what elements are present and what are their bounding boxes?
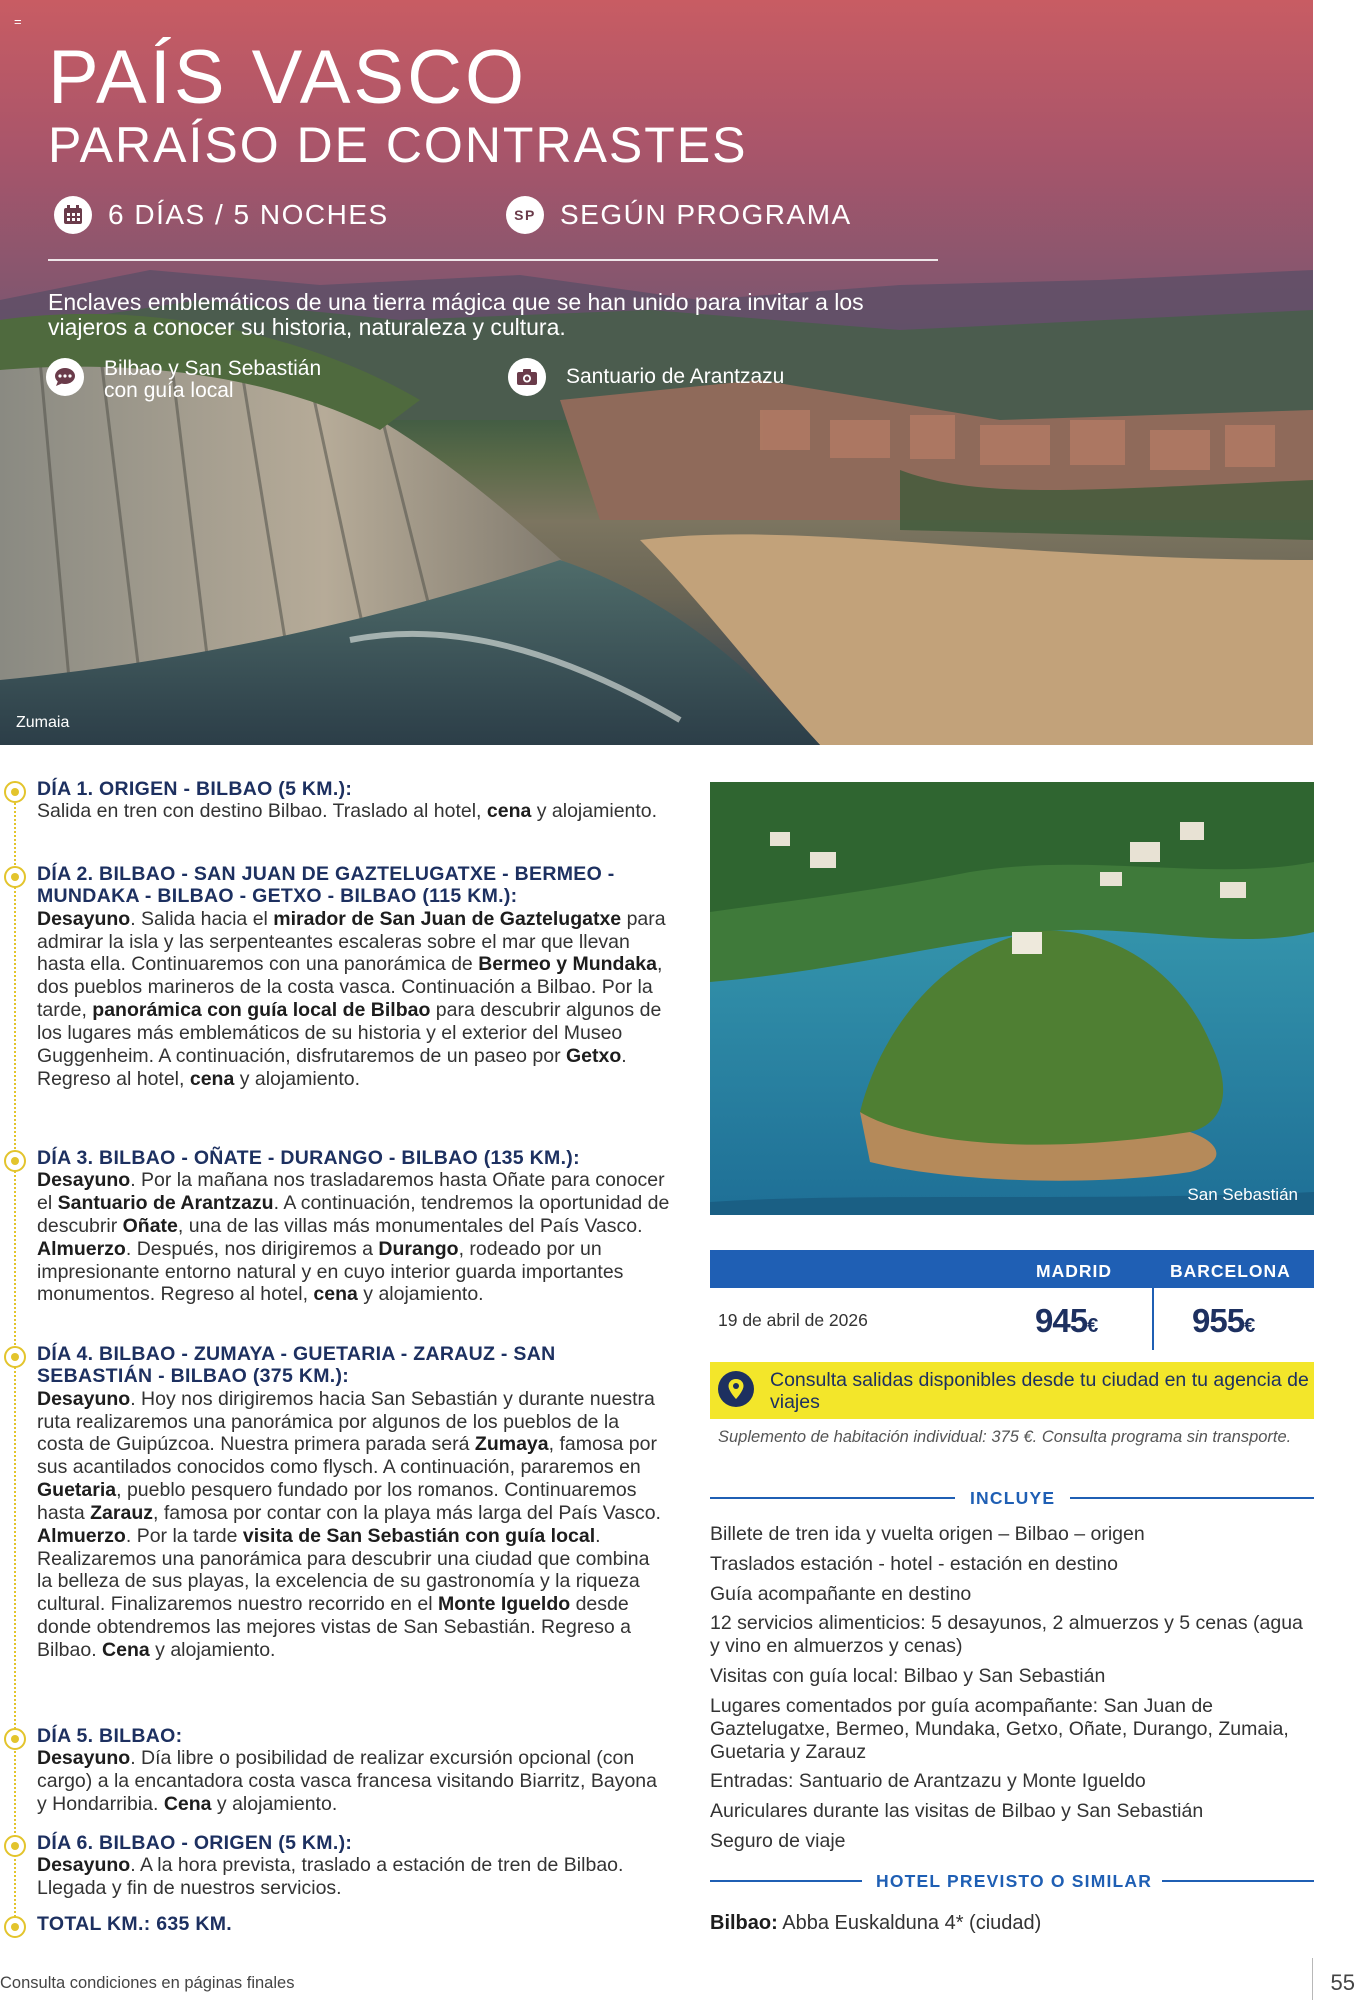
day-marker-icon [4,1835,26,1857]
program-text: SEGÚN PROGRAMA [560,199,852,230]
includes-item: Seguro de viaje [710,1829,846,1852]
hotel-rule-left [710,1880,862,1882]
hero-description: Enclaves emblemáticos de una tierra mágica que se han unido para invitar a los viajeros a conocer su historia, naturaleza y cultura. [48,289,864,341]
price-table-header [710,1250,1314,1288]
day-marker-icon [4,781,26,803]
includes-item: Traslados estación - hotel - estación en destino [710,1552,1118,1575]
day-heading: DÍA 5. BILBAO: [37,1725,183,1747]
page-number: 55 [1330,1970,1355,1995]
day-marker-icon [4,1346,26,1368]
itinerary-day-4 [0,1343,670,1662]
calendar-icon [54,196,92,234]
itinerary-day-1 [0,778,670,823]
hero-divider [48,259,938,261]
day-heading: DÍA 1. ORIGEN - BILBAO (5 KM.): [37,778,353,800]
day-heading: DÍA 4. BILBAO - ZUMAYA - GUETARIA - ZARAUZ - SAN SEBASTIÁN - BILBAO (375 KM.): [37,1343,556,1388]
hotel-info [710,1912,1041,1935]
location-pin-icon [718,1371,754,1407]
itinerary-day-6 [0,1832,670,1900]
hero-banner [0,0,1313,745]
program-badge: SP [506,196,544,234]
includes-item: Lugares comentados por guía acompañante: San Juan de Gaztelugatxe, Bermeo, Mundaka, Getxo, Oñate, Durango, Zumaia, Guetaria y Zarauz [710,1694,1289,1763]
program-info [506,196,852,234]
day-heading: DÍA 6. BILBAO - ORIGEN (5 KM.): [37,1832,353,1854]
price-barcelona: 955€ [1192,1302,1255,1339]
page-title: PAÍS VASCO [48,35,528,120]
day-marker-icon [4,866,26,888]
menu-glyph: = [14,14,22,29]
feature-sanctuary-text: Santuario de Arantzazu [566,365,785,388]
day-description: Desayuno. Día libre o posibilidad de realizar excursión opcional (con cargo) a la encantadora costa vasca francesa visitando Biarritz, Bayona y Hondarribia. Cena y alojamiento. [37,1747,658,1816]
hotel-city: Bilbao: [710,1912,778,1934]
duration-text: 6 DÍAS / 5 NOCHES [108,199,389,230]
speech-bubble-icon [46,358,84,396]
total-km: TOTAL KM.: 635 KM. [37,1913,233,1935]
consult-banner [710,1362,1314,1419]
includes-item: Auriculares durante las visitas de Bilbao y San Sebastián [710,1800,1204,1823]
day-marker-icon [4,1916,26,1938]
duration-info [54,196,389,234]
footer-conditions: Consulta condiciones en páginas finales [0,1974,295,1992]
photo-san-sebastian [710,782,1314,1215]
price-divider [1152,1288,1154,1350]
day-heading: DÍA 2. BILBAO - SAN JUAN DE GAZTELUGATXE - BERMEO - MUNDAKA - BILBAO - GETXO - BILBAO (115 KM.): [37,863,615,908]
day-description: Desayuno. A la hora prevista, traslado a estación de tren de Bilbao. Llegada y fin de nuestros servicios. [37,1854,624,1900]
includes-item: Entradas: Santuario de Arantzazu y Monte Igueldo [710,1770,1146,1793]
hotel-rule-right [1162,1880,1314,1882]
col-madrid: MADRID [1036,1261,1112,1281]
itinerary-total [0,1913,670,1935]
feature-guide-line2: con guía local [104,379,234,403]
day-heading: DÍA 3. BILBAO - OÑATE - DURANGO - BILBAO (135 KM.): [37,1147,580,1169]
day-description: Salida en tren con destino Bilbao. Traslado al hotel, cena y alojamiento. [37,800,658,823]
day-description: Desayuno. Salida hacia el mirador de San Juan de Gaztelugatxe para admirar la isla y las serpenteantes escaleras sobre el mar que llevan hasta ella. Continuaremos con una panorámica de Bermeo y Mundaka, dos pueblos marineros de la costa vasca. Continuación a Bilbao. Por la tarde, panorámica con guía local de Bilbao para descubrir algunos de los lugares más emblemáticos de su historia y el exterior del Museo Guggenheim. A continuación, disfrutaremos de un paseo por Getxo. Regreso al hotel, cena y alojamiento. [37,907,666,1090]
itinerary-day-5 [0,1725,670,1816]
includes-title: INCLUYE [970,1488,1056,1508]
day-description: Desayuno. Por la mañana nos trasladaremos hasta Oñate para conocer el Santuario de Arantzazu. A continuación, tendremos la oportunidad de descubrir Oñate, una de las villas más monumentales del País Vasco. Almuerzo. Después, nos dirigiremos a Durango, rodeado por un impresionante entorno natural y en cuyo interior guarda importantes monumentos. Regreso al hotel, cena y alojamiento. [37,1169,670,1306]
includes-list [710,1523,1315,1860]
day-description: Desayuno. Hoy nos dirigiremos hacia San Sebastián y durante nuestra ruta realizaremos una panorámica por algunos de los pueblos de la costa de Guipúzcoa. Nuestra primera parada será Zumaya, famosa por sus acantilados conocidos como flysch. A continuación, pararemos en Guetaria, pueblo pesquero fundado por los romanos. Continuaremos hasta Zarauz, famosa por contar con la playa más larga del País Vasco. Almuerzo. Por la tarde visita de San Sebastián con guía local. Realizaremos una panorámica para descubrir una ciudad que combina la belleza de sus playas, la excelencia de su gastronomía y la riqueza cultural. Finalizaremos nuestro recorrido en el Monte Igueldo desde donde obtendremos las mejores vistas de San Sebastián. Regreso a Bilbao. Cena y alojamiento. [37,1387,661,1661]
price-row [710,1288,1314,1350]
day-marker-icon [4,1728,26,1750]
includes-item: Visitas con guía local: Bilbao y San Sebastián [710,1665,1106,1688]
includes-rule-right [1070,1497,1314,1499]
includes-item: Billete de tren ida y vuelta origen – Bilbao – origen [710,1523,1145,1545]
itinerary-day-2 [0,863,670,1090]
itinerary-day-3 [0,1147,670,1306]
col-barcelona: BARCELONA [1170,1261,1291,1281]
day-marker-icon [4,1150,26,1172]
hotel-title: HOTEL PREVISTO O SIMILAR [876,1871,1153,1891]
feature-guide-line1: Bilbao y San Sebastián [104,357,322,380]
photo-caption: San Sebastián [1187,1185,1298,1204]
hotel-name: Abba Euskalduna 4* (ciudad) [777,1912,1042,1934]
page-subtitle: PARAÍSO DE CONTRASTES [48,117,748,173]
island-photo [710,782,1314,1215]
includes-rule-left [710,1497,955,1499]
consult-text: Consulta salidas disponibles desde tu ciudad en tu agencia de viajes [770,1369,1309,1414]
includes-item: Guía acompañante en destino [710,1582,972,1605]
supplement-note: Suplemento de habitación individual: 375 €. Consulta programa sin transporte. [718,1428,1292,1446]
feature-sanctuary [508,358,784,396]
footer-divider [1312,1958,1313,2000]
departure-date: 19 de abril de 2026 [718,1310,868,1330]
price-madrid: 945€ [1035,1302,1098,1339]
includes-item: 12 servicios alimenticios: 5 desayunos, 2 almuerzos y 5 cenas (agua y vino en almuerzos y cenas) [710,1612,1303,1658]
camera-icon [508,358,546,396]
hero-photo-caption: Zumaia [16,714,70,731]
feature-local-guide [46,358,321,403]
